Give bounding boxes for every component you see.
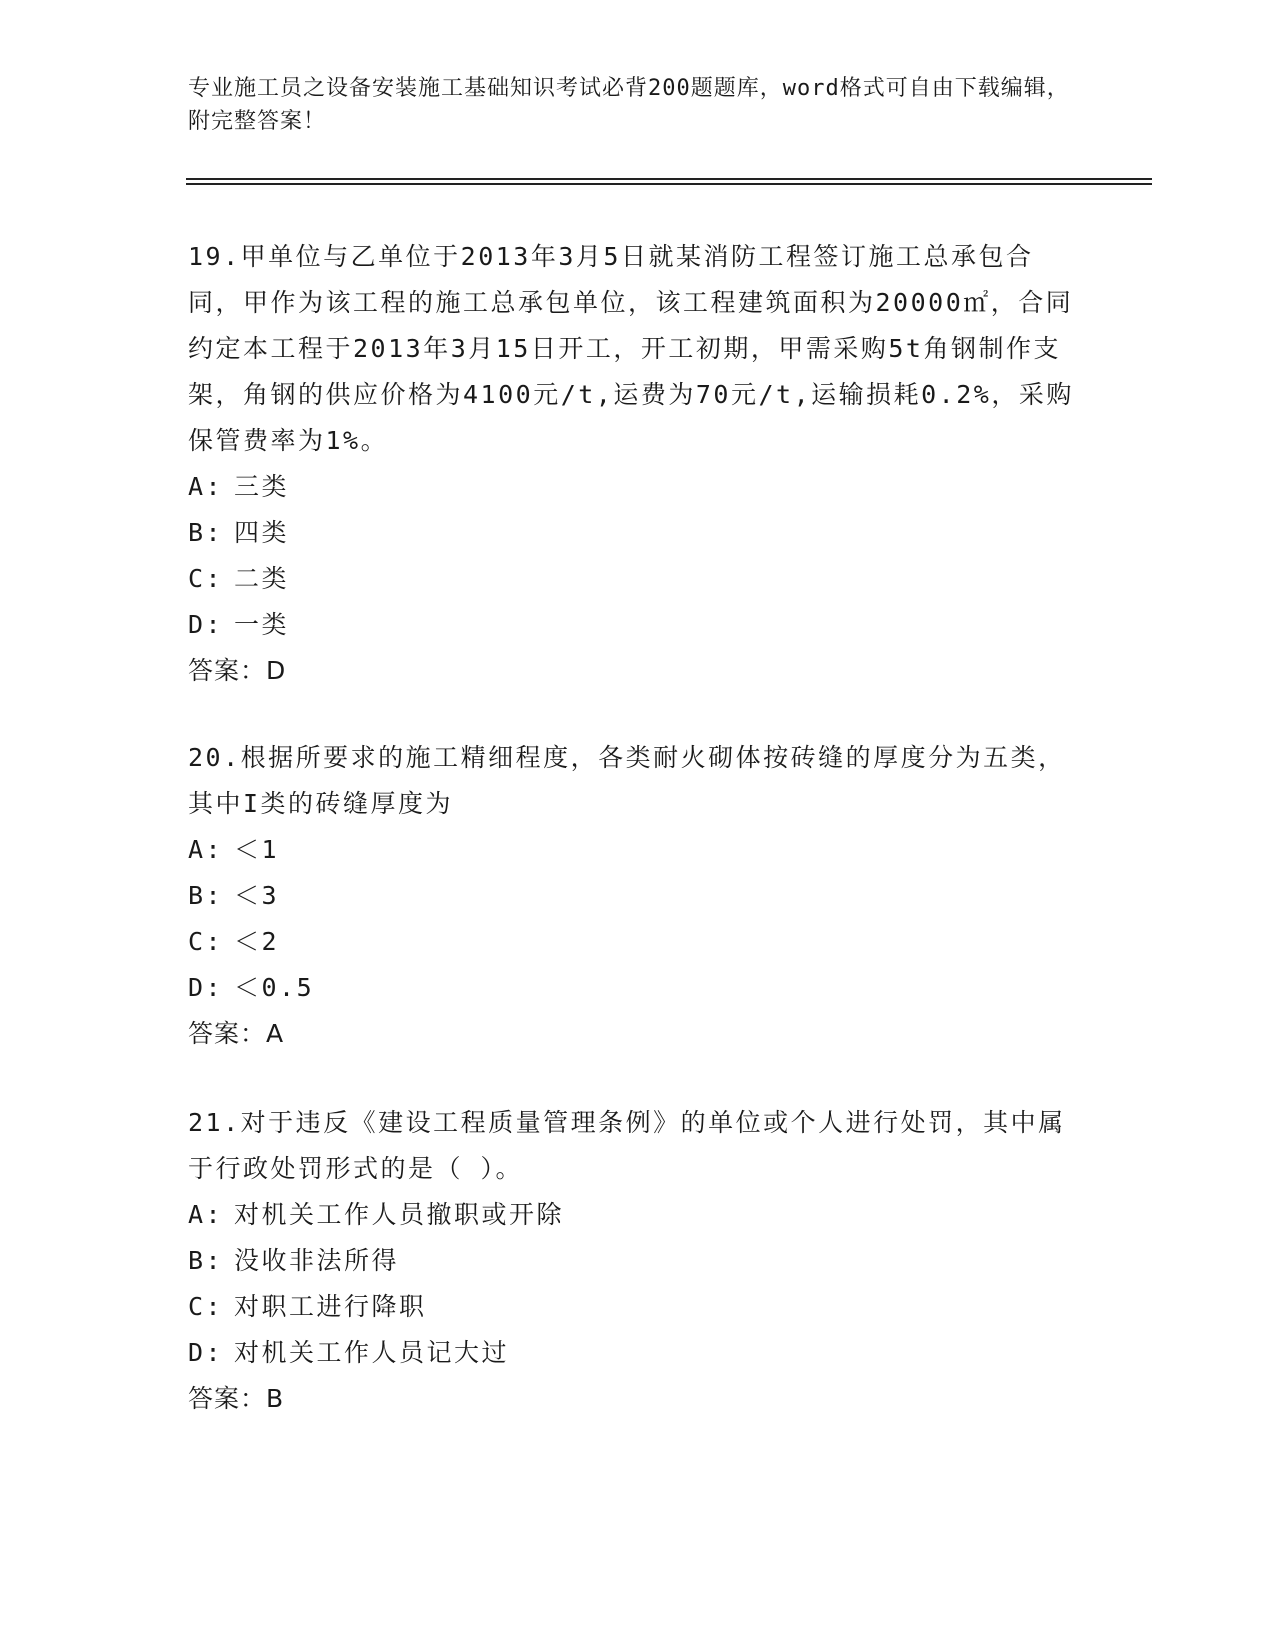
question-20 xyxy=(188,735,1088,1057)
option-text: ＜3 xyxy=(234,881,280,910)
option-a xyxy=(188,827,1088,873)
option-key: C: xyxy=(188,564,224,593)
option-b xyxy=(188,1238,1088,1284)
option-key: A: xyxy=(188,472,224,501)
option-list xyxy=(188,1192,1088,1376)
option-text: 没收非法所得 xyxy=(234,1246,400,1275)
option-key: C: xyxy=(188,927,224,956)
option-text: 对职工进行降职 xyxy=(234,1292,427,1321)
question-text: 甲单位与乙单位于2013年3月5日就某消防工程签订施工总承包合同，甲作为该工程的施工总承包单位，该工程建筑面积为20000㎡，合同约定本工程于2013年3月15日开工，开工初期，甲需采购5t角钢制作支架，角钢的供应价格为4100元/t,运费为70元/t,运输损耗0.2%，采购保管费率为1%。 xyxy=(188,242,1074,455)
answer-line: 答案：A xyxy=(188,1019,285,1048)
question-stem xyxy=(188,735,1088,827)
option-text: 三类 xyxy=(234,472,290,501)
option-c xyxy=(188,1284,1088,1330)
option-list xyxy=(188,464,1088,648)
option-d xyxy=(188,602,1088,648)
option-b xyxy=(188,510,1088,556)
option-text: ＜0.5 xyxy=(234,973,315,1002)
option-c xyxy=(188,919,1088,965)
header-divider-top xyxy=(186,178,1152,180)
question-number: 19. xyxy=(188,242,241,271)
option-text: 对机关工作人员撤职或开除 xyxy=(234,1200,565,1229)
question-stem xyxy=(188,234,1088,464)
option-text: 一类 xyxy=(234,610,290,639)
option-key: D: xyxy=(188,610,224,639)
question-stem xyxy=(188,1100,1088,1192)
question-19 xyxy=(188,234,1088,694)
answer-line: 答案：B xyxy=(188,1384,285,1413)
option-text: 二类 xyxy=(234,564,290,593)
question-text: 根据所要求的施工精细程度，各类耐火砌体按砖缝的厚度分为五类，其中I类的砖缝厚度为 xyxy=(188,743,1066,818)
question-number: 21. xyxy=(188,1108,241,1137)
option-key: B: xyxy=(188,518,224,547)
option-d xyxy=(188,1330,1088,1376)
option-text: 四类 xyxy=(234,518,290,547)
option-key: B: xyxy=(188,1246,224,1275)
option-key: A: xyxy=(188,835,224,864)
question-number: 20. xyxy=(188,743,241,772)
option-key: B: xyxy=(188,881,224,910)
document-header xyxy=(188,72,1088,138)
option-b xyxy=(188,873,1088,919)
header-title: 专业施工员之设备安装施工基础知识考试必背200题题库，word格式可自由下载编辑，附完整答案！ xyxy=(188,76,1070,134)
question-text: 对于违反《建设工程质量管理条例》的单位或个人进行处罚，其中属于行政处罚形式的是（ ）。 xyxy=(188,1108,1066,1183)
option-list xyxy=(188,827,1088,1011)
option-c xyxy=(188,556,1088,602)
option-text: ＜2 xyxy=(234,927,280,956)
header-divider-bottom xyxy=(186,183,1152,185)
option-key: C: xyxy=(188,1292,224,1321)
option-text: ＜1 xyxy=(234,835,280,864)
option-key: A: xyxy=(188,1200,224,1229)
option-key: D: xyxy=(188,1338,224,1367)
option-d xyxy=(188,965,1088,1011)
option-text: 对机关工作人员记大过 xyxy=(234,1338,510,1367)
answer-line: 答案：D xyxy=(188,656,287,685)
option-a xyxy=(188,464,1088,510)
question-21 xyxy=(188,1100,1088,1422)
option-key: D: xyxy=(188,973,224,1002)
option-a xyxy=(188,1192,1088,1238)
